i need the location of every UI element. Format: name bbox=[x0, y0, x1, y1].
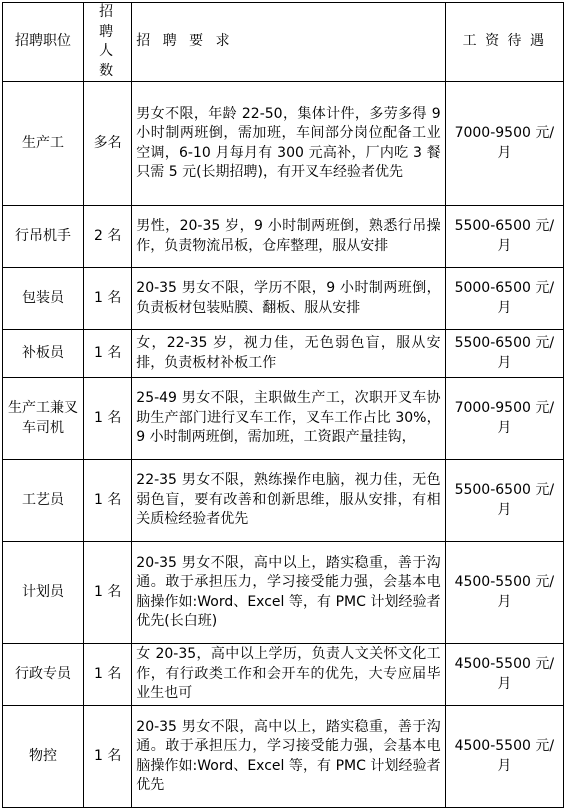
row-count: 1 名 bbox=[84, 330, 132, 378]
row-salary: 5000-6500 元/月 bbox=[445, 268, 563, 330]
row-position: 生产工兼叉车司机 bbox=[3, 378, 84, 460]
row-position: 补板员 bbox=[3, 330, 84, 378]
row-requirements: 20-35 男女不限，高中以上，踏实稳重，善于沟通。敢于承担压力，学习接受能力强，会基本电脑操作如:Word、Excel 等，有 PMC 计划经验者优先 bbox=[132, 706, 445, 808]
row-salary: 7000-9500 元/月 bbox=[445, 82, 563, 206]
table-row bbox=[3, 330, 564, 378]
row-salary: 5500-6500 元/月 bbox=[445, 330, 563, 378]
row-requirements: 20-35 男女不限，学历不限，9 小时制两班倒，负责板材包装贴膜、翻板、服从安排 bbox=[132, 268, 445, 330]
row-position: 行政专员 bbox=[3, 644, 84, 706]
row-requirements: 20-35 男女不限，高中以上，踏实稳重，善于沟通。敢于承担压力，学习接受能力强，会基本电脑操作如:Word、Excel 等，有 PMC 计划经验者优先(长白班) bbox=[132, 542, 445, 644]
header-position: 招聘职位 bbox=[3, 3, 84, 82]
row-count: 1 名 bbox=[84, 378, 132, 460]
row-position: 物控 bbox=[3, 706, 84, 808]
row-count: 1 名 bbox=[84, 706, 132, 808]
table-row bbox=[3, 706, 564, 808]
row-salary: 4500-5500 元/月 bbox=[445, 644, 563, 706]
row-salary: 4500-5500 元/月 bbox=[445, 706, 563, 808]
table-row bbox=[3, 206, 564, 268]
row-position: 工艺员 bbox=[3, 460, 84, 542]
row-position: 包装员 bbox=[3, 268, 84, 330]
header-requirements: 招 聘 要 求 bbox=[132, 3, 445, 82]
row-position: 生产工 bbox=[3, 82, 84, 206]
table-header-row bbox=[3, 3, 564, 82]
row-requirements: 女 20-35，高中以上学历，负责人文关怀文化工作，有行政类工作和会开车的优先，大专应届毕业生也可 bbox=[132, 644, 445, 706]
table-row bbox=[3, 268, 564, 330]
row-salary: 5500-6500 元/月 bbox=[445, 206, 563, 268]
row-requirements: 22-35 男女不限，熟练操作电脑，视力佳，无色弱色盲，要有改善和创新思维，服从安排，有相关质检经验者优先 bbox=[132, 460, 445, 542]
row-count: 1 名 bbox=[84, 268, 132, 330]
row-requirements: 女，22-35 岁，视力佳，无色弱色盲，服从安排，负责板材补板工作 bbox=[132, 330, 445, 378]
row-count: 2 名 bbox=[84, 206, 132, 268]
row-position: 行吊机手 bbox=[3, 206, 84, 268]
row-requirements: 25-49 男女不限，主职做生产工，次职开叉车协助生产部门进行叉车工作，叉车工作占比 30%，9 小时制两班倒，需加班，工资跟产量挂钩， bbox=[132, 378, 445, 460]
row-salary: 7000-9500 元/月 bbox=[445, 378, 563, 460]
recruitment-table bbox=[2, 2, 564, 808]
header-salary: 工 资 待 遇 bbox=[445, 3, 563, 82]
row-count: 1 名 bbox=[84, 644, 132, 706]
header-count: 招 聘 人 数 bbox=[84, 3, 132, 82]
row-count: 1 名 bbox=[84, 460, 132, 542]
row-requirements: 男性，20-35 岁，9 小时制两班倒，熟悉行吊操作，负责物流吊板，仓库整理，服从安排 bbox=[132, 206, 445, 268]
row-requirements: 男女不限，年龄 22-50，集体计件，多劳多得 9 小时制两班倒，需加班，车间部分岗位配备工业空调，6-10 月每月有 300 元高补，厂内吃 3 餐只需 5 元(长期招聘)，有开叉车经验者优先 bbox=[132, 82, 445, 206]
row-salary: 4500-5500 元/月 bbox=[445, 542, 563, 644]
table-row bbox=[3, 542, 564, 644]
table-row bbox=[3, 460, 564, 542]
table-row bbox=[3, 378, 564, 460]
row-count: 1 名 bbox=[84, 542, 132, 644]
table-row bbox=[3, 82, 564, 206]
row-count: 多名 bbox=[84, 82, 132, 206]
row-position: 计划员 bbox=[3, 542, 84, 644]
table-row bbox=[3, 644, 564, 706]
row-salary: 5500-6500 元/月 bbox=[445, 460, 563, 542]
